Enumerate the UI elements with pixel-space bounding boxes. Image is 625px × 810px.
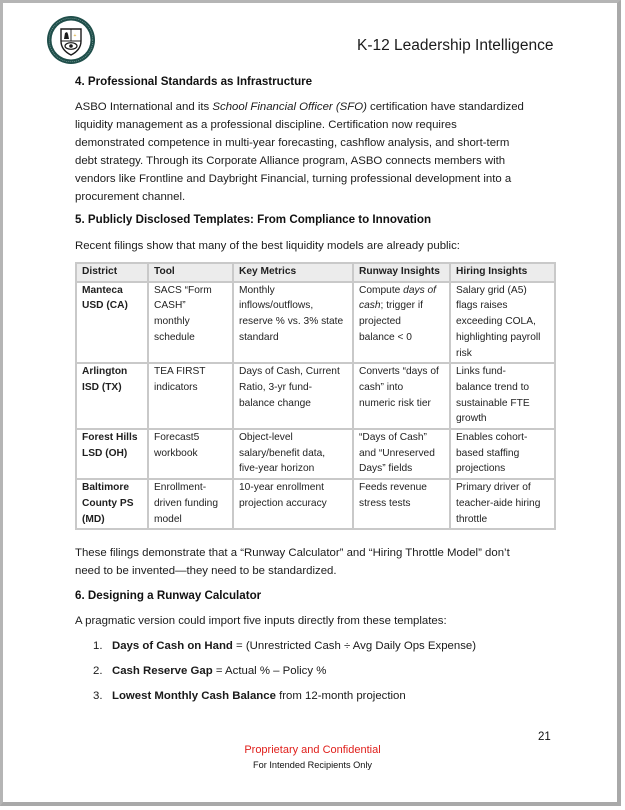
hiring-cell: Links fund- balance trend to sustainable FTE growth [450,363,555,429]
section-6-heading: 6. Designing a Runway Calculator [75,589,262,602]
hiring-cell: Salary grid (A5) flags raises exceeding COLA, highlighting payroll risk [450,282,555,364]
list-item: 2. Cash Reserve Gap = Actual % – Policy % [93,665,327,677]
section-5-conclusion [75,544,555,580]
column-header: Hiring Insights [450,263,555,282]
hiring-cell: Enables cohort- based staffing projections [450,429,555,479]
svg-text:+: + [73,33,77,39]
hiring-cell: Primary driver of teacher-aide hiring throttle [450,479,555,529]
tool-cell: Enrollment- driven funding model [148,479,233,529]
paragraph-line: These filings demonstrate that a “Runway Calculator” and “Hiring Throttle Model” don’t [75,547,510,559]
tool-cell: Forecast5 workbook [148,429,233,479]
section-6-intro [75,612,555,630]
runway-cell: Feeds revenue stress tests [353,479,450,529]
tool-cell: SACS “Form CASH” monthly schedule [148,282,233,364]
column-header: Runway Insights [353,263,450,282]
metrics-cell: Monthly inflows/outflows, reserve % vs. 3% state standard [233,282,353,364]
table-row [76,363,555,429]
shield-crest-logo-icon [46,15,96,65]
column-header: Key Metrics [233,263,353,282]
column-header: Tool [148,263,233,282]
paragraph-line: ASBO International and its School Financial Officer (SFO) certification have standardized [75,101,524,113]
page-number: 21 [538,731,551,743]
district-cell: Manteca USD (CA) [76,282,148,364]
paragraph-line: demonstrated competence in multi-year forecasting, cashflow analysis, and short-term [75,137,510,149]
table-row [76,429,555,479]
section-5-heading: 5. Publicly Disclosed Templates: From Compliance to Innovation [75,213,432,226]
metrics-cell: 10-year enrollment projection accuracy [233,479,353,529]
table-header-row [76,263,555,282]
report-title: K-12 Leadership Intelligence [357,37,554,54]
recipients-notice: For Intended Recipients Only [253,760,372,770]
district-cell: Forest Hills LSD (OH) [76,429,148,479]
table-row [76,479,555,529]
section-5-intro [75,237,555,255]
tool-cell: TEA FIRST indicators [148,363,233,429]
list-item: 1. Days of Cash on Hand = (Unrestricted Cash ÷ Avg Daily Ops Expense) [93,640,477,652]
runway-cell: “Days of Cash” and “Unreserved Days” fields [353,429,450,479]
metrics-cell: Object-level salary/benefit data, five-year horizon [233,429,353,479]
paragraph-line: liquidity management as a professional discipline. Certification now requires [75,119,457,131]
paragraph-line: debt strategy. Through its Corporate Alliance program, ASBO connects members with [75,155,506,167]
district-cell: Baltimore County PS (MD) [76,479,148,529]
templates-table [75,262,556,530]
section-4-paragraph [75,98,555,206]
confidential-notice: Proprietary and Confidential [244,744,381,756]
section-4-heading: 4. Professional Standards as Infrastructure [75,75,313,88]
column-header: District [76,263,148,282]
paragraph-line: need to be invented—they need to be standardized. [75,565,337,577]
runway-cell: Compute days of cash; trigger if projected balance < 0 [353,282,450,364]
list-item: 3. Lowest Monthly Cash Balance from 12-month projection [93,690,406,702]
table-row [76,282,555,364]
metrics-cell: Days of Cash, Current Ratio, 3-yr fund- balance change [233,363,353,429]
intro-text: Recent filings show that many of the best liquidity models are already public: [75,240,460,252]
paragraph-line: vendors like Frontline and Daybright Financial, turning professional development into a [75,173,512,185]
paragraph-line: procurement channel. [75,191,186,203]
district-cell: Arlington ISD (TX) [76,363,148,429]
runway-cell: Converts “days of cash” into numeric risk tier [353,363,450,429]
intro-text: A pragmatic version could import five inputs directly from these templates: [75,615,447,627]
